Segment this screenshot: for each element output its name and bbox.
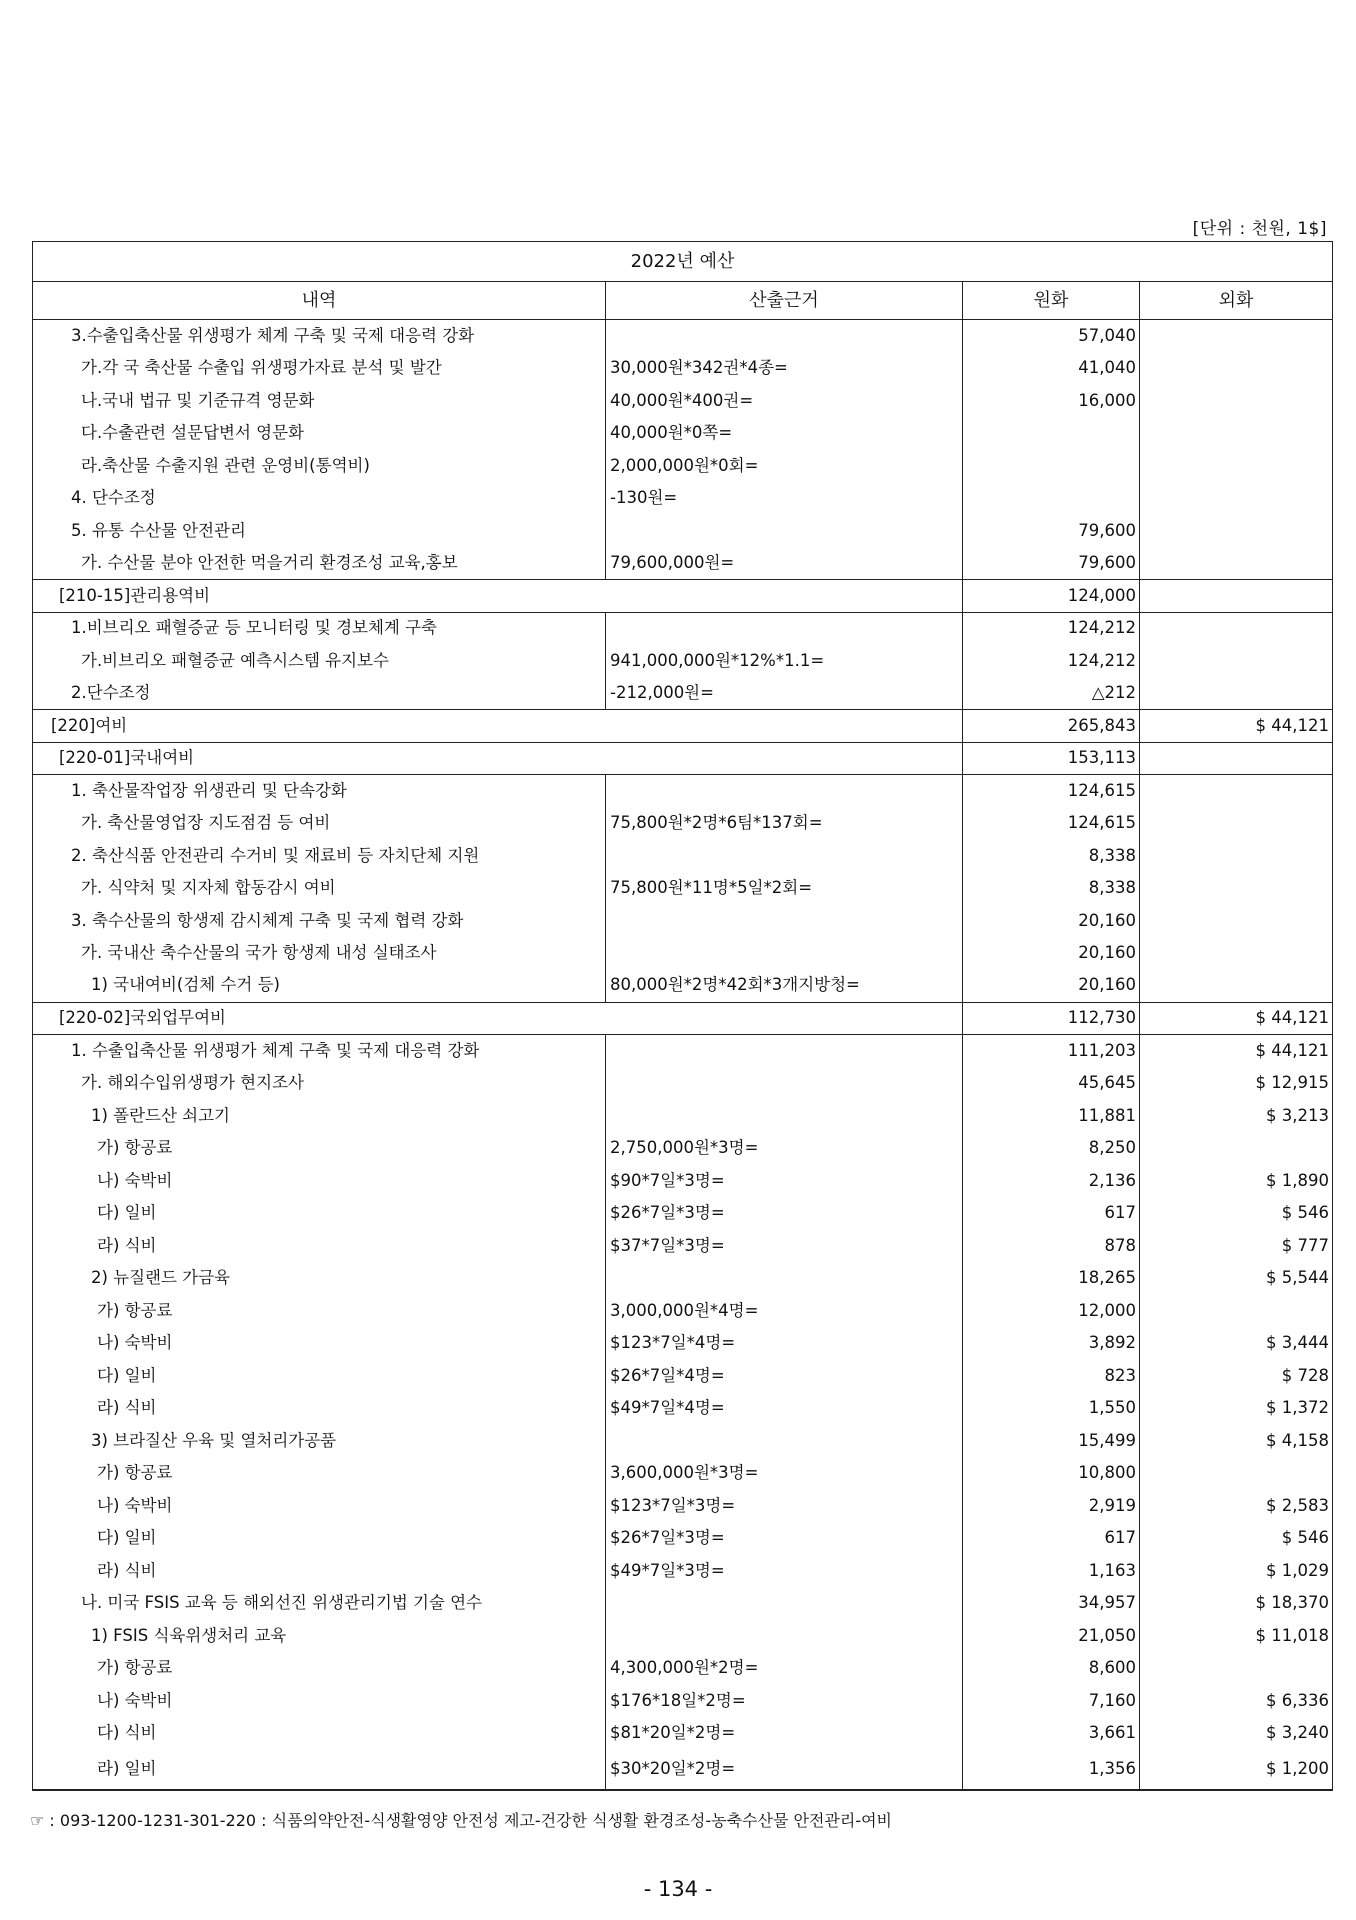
table-row bbox=[33, 385, 1333, 418]
row-basis bbox=[606, 1100, 963, 1133]
table-row bbox=[33, 807, 1333, 840]
row-basis bbox=[606, 1587, 963, 1620]
table-row bbox=[33, 515, 1333, 548]
table-row bbox=[33, 1360, 1333, 1393]
row-krw: 12,000 bbox=[963, 1295, 1140, 1328]
row-krw: 112,730 bbox=[963, 1002, 1140, 1035]
row-item: 2.단수조정 bbox=[33, 677, 606, 710]
row-krw: 617 bbox=[963, 1197, 1140, 1230]
row-foreign: $ 12,915 bbox=[1140, 1067, 1333, 1100]
row-foreign bbox=[1140, 450, 1333, 483]
row-item: 2) 뉴질랜드 가금육 bbox=[33, 1262, 606, 1295]
row-krw: 111,203 bbox=[963, 1035, 1140, 1068]
row-krw: 21,050 bbox=[963, 1620, 1140, 1653]
row-basis: 2,000,000원*0회= bbox=[606, 450, 963, 483]
table-row bbox=[33, 352, 1333, 385]
row-foreign bbox=[1140, 1295, 1333, 1328]
table-row bbox=[33, 1035, 1333, 1068]
row-foreign bbox=[1140, 970, 1333, 1003]
row-item: 가. 수산물 분야 안전한 먹을거리 환경조성 교육,홍보 bbox=[33, 547, 606, 580]
row-item: 나. 미국 FSIS 교육 등 해외선진 위생관리기법 기술 연수 bbox=[33, 1587, 606, 1620]
table-row bbox=[33, 1717, 1333, 1750]
row-foreign: $ 3,444 bbox=[1140, 1327, 1333, 1360]
row-item: 라.축산물 수출지원 관련 운영비(통역비) bbox=[33, 450, 606, 483]
table-row bbox=[33, 320, 1333, 353]
row-item: 다) 식비 bbox=[33, 1717, 606, 1750]
row-krw: 124,615 bbox=[963, 807, 1140, 840]
row-krw: 3,661 bbox=[963, 1717, 1140, 1750]
row-foreign: $ 1,372 bbox=[1140, 1392, 1333, 1425]
row-krw: 153,113 bbox=[963, 742, 1140, 775]
table-row bbox=[33, 645, 1333, 678]
row-krw: 20,160 bbox=[963, 970, 1140, 1003]
row-basis: 75,800원*2명*6팀*137회= bbox=[606, 807, 963, 840]
row-krw: 20,160 bbox=[963, 905, 1140, 938]
row-foreign: $ 5,544 bbox=[1140, 1262, 1333, 1295]
table-row bbox=[33, 580, 1333, 613]
row-basis: 941,000,000원*12%*1.1= bbox=[606, 645, 963, 678]
row-basis bbox=[606, 1425, 963, 1458]
row-basis: $123*7일*3명= bbox=[606, 1490, 963, 1523]
row-foreign bbox=[1140, 352, 1333, 385]
row-basis bbox=[606, 612, 963, 645]
row-foreign: $ 3,240 bbox=[1140, 1717, 1333, 1750]
table-row bbox=[33, 612, 1333, 645]
row-basis: $123*7일*4명= bbox=[606, 1327, 963, 1360]
row-item: 4. 단수조정 bbox=[33, 482, 606, 515]
row-foreign: $ 3,213 bbox=[1140, 1100, 1333, 1133]
row-item: 가. 국내산 축수산물의 국가 항생제 내성 실태조사 bbox=[33, 937, 606, 970]
row-foreign: $ 44,121 bbox=[1140, 710, 1333, 743]
row-foreign bbox=[1140, 385, 1333, 418]
unit-label: [단위 : 천원, 1$] bbox=[1192, 219, 1327, 239]
table-title: 2022년 예산 bbox=[33, 242, 1333, 282]
table-row bbox=[33, 1490, 1333, 1523]
table-row bbox=[33, 1685, 1333, 1718]
table-row bbox=[33, 1067, 1333, 1100]
row-item: 다) 일비 bbox=[33, 1360, 606, 1393]
table-row bbox=[33, 710, 1333, 743]
row-foreign bbox=[1140, 775, 1333, 808]
table-row bbox=[33, 1230, 1333, 1263]
row-basis: $26*7일*3명= bbox=[606, 1197, 963, 1230]
row-krw: 45,645 bbox=[963, 1067, 1140, 1100]
row-krw: 8,250 bbox=[963, 1132, 1140, 1165]
header-foreign: 외화 bbox=[1140, 282, 1333, 320]
row-foreign bbox=[1140, 1457, 1333, 1490]
row-item: 다.수출관련 설문답변서 영문화 bbox=[33, 417, 606, 450]
row-basis: 30,000원*342권*4종= bbox=[606, 352, 963, 385]
row-item: 1) 폴란드산 쇠고기 bbox=[33, 1100, 606, 1133]
table-row bbox=[33, 1262, 1333, 1295]
row-krw: 617 bbox=[963, 1522, 1140, 1555]
row-item: 나) 숙박비 bbox=[33, 1685, 606, 1718]
row-krw: 124,212 bbox=[963, 612, 1140, 645]
header-item: 내역 bbox=[33, 282, 606, 320]
row-foreign bbox=[1140, 872, 1333, 905]
row-item: 가. 해외수입위생평가 현지조사 bbox=[33, 1067, 606, 1100]
row-basis bbox=[606, 515, 963, 548]
row-foreign bbox=[1140, 677, 1333, 710]
row-item: 다) 일비 bbox=[33, 1522, 606, 1555]
row-krw: 265,843 bbox=[963, 710, 1140, 743]
row-foreign bbox=[1140, 807, 1333, 840]
table-row bbox=[33, 742, 1333, 775]
table-row bbox=[33, 1750, 1333, 1790]
row-basis: 3,000,000원*4명= bbox=[606, 1295, 963, 1328]
row-basis: $176*18일*2명= bbox=[606, 1685, 963, 1718]
table-row bbox=[33, 1165, 1333, 1198]
row-krw: 7,160 bbox=[963, 1685, 1140, 1718]
table-row bbox=[33, 1392, 1333, 1425]
row-krw: 8,600 bbox=[963, 1652, 1140, 1685]
row-item: 가. 축산물영업장 지도점검 등 여비 bbox=[33, 807, 606, 840]
row-foreign bbox=[1140, 905, 1333, 938]
row-basis bbox=[606, 320, 963, 353]
row-item: 3) 브라질산 우육 및 열처리가공품 bbox=[33, 1425, 606, 1458]
row-item: 라) 식비 bbox=[33, 1230, 606, 1263]
row-item: [220-01]국내여비 bbox=[33, 742, 963, 775]
row-item: 가.각 국 축산물 수출입 위생평가자료 분석 및 발간 bbox=[33, 352, 606, 385]
row-foreign bbox=[1140, 1652, 1333, 1685]
row-krw: 124,000 bbox=[963, 580, 1140, 613]
table-row bbox=[33, 1002, 1333, 1035]
table-row bbox=[33, 1327, 1333, 1360]
table-row bbox=[33, 1425, 1333, 1458]
row-basis bbox=[606, 1035, 963, 1068]
row-basis: 79,600,000원= bbox=[606, 547, 963, 580]
row-foreign: $ 777 bbox=[1140, 1230, 1333, 1263]
table-body bbox=[33, 320, 1333, 1790]
row-basis: 3,600,000원*3명= bbox=[606, 1457, 963, 1490]
row-krw: 1,356 bbox=[963, 1750, 1140, 1790]
row-foreign bbox=[1140, 417, 1333, 450]
row-basis: $26*7일*3명= bbox=[606, 1522, 963, 1555]
row-krw: △212 bbox=[963, 677, 1140, 710]
row-foreign bbox=[1140, 645, 1333, 678]
row-foreign: $ 6,336 bbox=[1140, 1685, 1333, 1718]
table-row bbox=[33, 1522, 1333, 1555]
row-basis bbox=[606, 775, 963, 808]
row-krw bbox=[963, 482, 1140, 515]
row-basis: $49*7일*3명= bbox=[606, 1555, 963, 1588]
row-basis: $81*20일*2명= bbox=[606, 1717, 963, 1750]
row-basis bbox=[606, 840, 963, 873]
row-basis bbox=[606, 1620, 963, 1653]
row-krw: 1,550 bbox=[963, 1392, 1140, 1425]
row-basis: -130원= bbox=[606, 482, 963, 515]
row-foreign bbox=[1140, 937, 1333, 970]
row-item: 라) 식비 bbox=[33, 1555, 606, 1588]
table-row bbox=[33, 1457, 1333, 1490]
row-krw bbox=[963, 417, 1140, 450]
row-basis: $37*7일*3명= bbox=[606, 1230, 963, 1263]
row-krw: 41,040 bbox=[963, 352, 1140, 385]
row-basis: $30*20일*2명= bbox=[606, 1750, 963, 1790]
row-item: 가. 식약처 및 지자체 합동감시 여비 bbox=[33, 872, 606, 905]
row-item: 나) 숙박비 bbox=[33, 1165, 606, 1198]
budget-table bbox=[32, 241, 1333, 1791]
row-foreign: $ 18,370 bbox=[1140, 1587, 1333, 1620]
row-basis: 40,000원*0쪽= bbox=[606, 417, 963, 450]
table-row bbox=[33, 1197, 1333, 1230]
row-item: [220-02]국외업무여비 bbox=[33, 1002, 963, 1035]
row-krw: 2,136 bbox=[963, 1165, 1140, 1198]
row-foreign: $ 546 bbox=[1140, 1197, 1333, 1230]
row-krw: 79,600 bbox=[963, 547, 1140, 580]
row-basis: 75,800원*11명*5일*2회= bbox=[606, 872, 963, 905]
table-row bbox=[33, 1100, 1333, 1133]
row-foreign bbox=[1140, 742, 1333, 775]
row-item: 가) 항공료 bbox=[33, 1132, 606, 1165]
row-item: 라) 식비 bbox=[33, 1392, 606, 1425]
row-krw: 20,160 bbox=[963, 937, 1140, 970]
table-title-row bbox=[33, 242, 1333, 282]
row-krw: 10,800 bbox=[963, 1457, 1140, 1490]
row-item: 가) 항공료 bbox=[33, 1457, 606, 1490]
footnote: ☞ : 093-1200-1231-301-220 : 식품의약안전-식생활영양 안전성 제고-건강한 식생활 환경조성-농축수산물 안전관리-여비 bbox=[30, 1811, 893, 1830]
table-row bbox=[33, 482, 1333, 515]
page-number: - 134 - bbox=[643, 1877, 713, 1901]
row-foreign bbox=[1140, 612, 1333, 645]
row-krw: 34,957 bbox=[963, 1587, 1140, 1620]
row-foreign: $ 546 bbox=[1140, 1522, 1333, 1555]
row-foreign: $ 1,200 bbox=[1140, 1750, 1333, 1790]
table-row bbox=[33, 1555, 1333, 1588]
table-row bbox=[33, 775, 1333, 808]
row-foreign bbox=[1140, 320, 1333, 353]
table-header-row bbox=[33, 282, 1333, 320]
row-basis bbox=[606, 1067, 963, 1100]
row-krw: 16,000 bbox=[963, 385, 1140, 418]
row-foreign: $ 44,121 bbox=[1140, 1035, 1333, 1068]
row-krw: 18,265 bbox=[963, 1262, 1140, 1295]
header-basis: 산출근거 bbox=[606, 282, 963, 320]
row-krw: 124,615 bbox=[963, 775, 1140, 808]
table-row bbox=[33, 905, 1333, 938]
row-krw: 79,600 bbox=[963, 515, 1140, 548]
row-basis bbox=[606, 937, 963, 970]
row-foreign: $ 728 bbox=[1140, 1360, 1333, 1393]
table-row bbox=[33, 970, 1333, 1003]
row-foreign bbox=[1140, 580, 1333, 613]
row-krw: 11,881 bbox=[963, 1100, 1140, 1133]
header-krw: 원화 bbox=[963, 282, 1140, 320]
row-foreign bbox=[1140, 547, 1333, 580]
row-krw: 8,338 bbox=[963, 840, 1140, 873]
row-basis: 40,000원*400권= bbox=[606, 385, 963, 418]
row-item: 1) FSIS 식육위생처리 교육 bbox=[33, 1620, 606, 1653]
table-row bbox=[33, 1620, 1333, 1653]
row-krw: 2,919 bbox=[963, 1490, 1140, 1523]
row-basis: 4,300,000원*2명= bbox=[606, 1652, 963, 1685]
table-row bbox=[33, 1295, 1333, 1328]
table-row bbox=[33, 547, 1333, 580]
row-basis bbox=[606, 905, 963, 938]
row-krw: 15,499 bbox=[963, 1425, 1140, 1458]
row-item: 2. 축산식품 안전관리 수거비 및 재료비 등 자치단체 지원 bbox=[33, 840, 606, 873]
table-row bbox=[33, 677, 1333, 710]
row-krw: 1,163 bbox=[963, 1555, 1140, 1588]
row-krw: 57,040 bbox=[963, 320, 1140, 353]
row-foreign bbox=[1140, 482, 1333, 515]
table-row bbox=[33, 450, 1333, 483]
table-row bbox=[33, 417, 1333, 450]
row-krw: 823 bbox=[963, 1360, 1140, 1393]
row-basis: 2,750,000원*3명= bbox=[606, 1132, 963, 1165]
row-item: 가) 항공료 bbox=[33, 1295, 606, 1328]
row-item: 3. 축수산물의 항생제 감시체계 구축 및 국제 협력 강화 bbox=[33, 905, 606, 938]
row-item: 라) 일비 bbox=[33, 1750, 606, 1790]
table-row bbox=[33, 937, 1333, 970]
row-basis: 80,000원*2명*42회*3개지방청= bbox=[606, 970, 963, 1003]
row-basis: -212,000원= bbox=[606, 677, 963, 710]
row-item: 3.수출입축산물 위생평가 체계 구축 및 국제 대응력 강화 bbox=[33, 320, 606, 353]
row-krw: 878 bbox=[963, 1230, 1140, 1263]
row-item: 5. 유통 수산물 안전관리 bbox=[33, 515, 606, 548]
row-item: 1) 국내여비(검체 수거 등) bbox=[33, 970, 606, 1003]
row-item: 1. 축산물작업장 위생관리 및 단속강화 bbox=[33, 775, 606, 808]
row-krw: 3,892 bbox=[963, 1327, 1140, 1360]
row-basis bbox=[606, 1262, 963, 1295]
row-krw: 124,212 bbox=[963, 645, 1140, 678]
row-item: 1. 수출입축산물 위생평가 체계 구축 및 국제 대응력 강화 bbox=[33, 1035, 606, 1068]
row-item: 나.국내 법규 및 기준규격 영문화 bbox=[33, 385, 606, 418]
row-basis: $90*7일*3명= bbox=[606, 1165, 963, 1198]
table-row bbox=[33, 1587, 1333, 1620]
row-item: 가) 항공료 bbox=[33, 1652, 606, 1685]
row-basis: $26*7일*4명= bbox=[606, 1360, 963, 1393]
row-item: [210-15]관리용역비 bbox=[33, 580, 963, 613]
row-foreign: $ 11,018 bbox=[1140, 1620, 1333, 1653]
table-row bbox=[33, 872, 1333, 905]
row-foreign: $ 44,121 bbox=[1140, 1002, 1333, 1035]
table-row bbox=[33, 840, 1333, 873]
row-foreign bbox=[1140, 1132, 1333, 1165]
row-item: 나) 숙박비 bbox=[33, 1327, 606, 1360]
row-item: [220]여비 bbox=[33, 710, 963, 743]
row-foreign bbox=[1140, 515, 1333, 548]
row-basis: $49*7일*4명= bbox=[606, 1392, 963, 1425]
row-foreign: $ 1,029 bbox=[1140, 1555, 1333, 1588]
row-foreign: $ 2,583 bbox=[1140, 1490, 1333, 1523]
table-row bbox=[33, 1652, 1333, 1685]
row-foreign: $ 1,890 bbox=[1140, 1165, 1333, 1198]
row-item: 나) 숙박비 bbox=[33, 1490, 606, 1523]
row-foreign bbox=[1140, 840, 1333, 873]
table-row bbox=[33, 1132, 1333, 1165]
row-krw bbox=[963, 450, 1140, 483]
row-item: 다) 일비 bbox=[33, 1197, 606, 1230]
row-item: 1.비브리오 패혈증균 등 모니터링 및 경보체계 구축 bbox=[33, 612, 606, 645]
row-item: 가.비브리오 패혈증균 예측시스템 유지보수 bbox=[33, 645, 606, 678]
row-krw: 8,338 bbox=[963, 872, 1140, 905]
row-foreign: $ 4,158 bbox=[1140, 1425, 1333, 1458]
